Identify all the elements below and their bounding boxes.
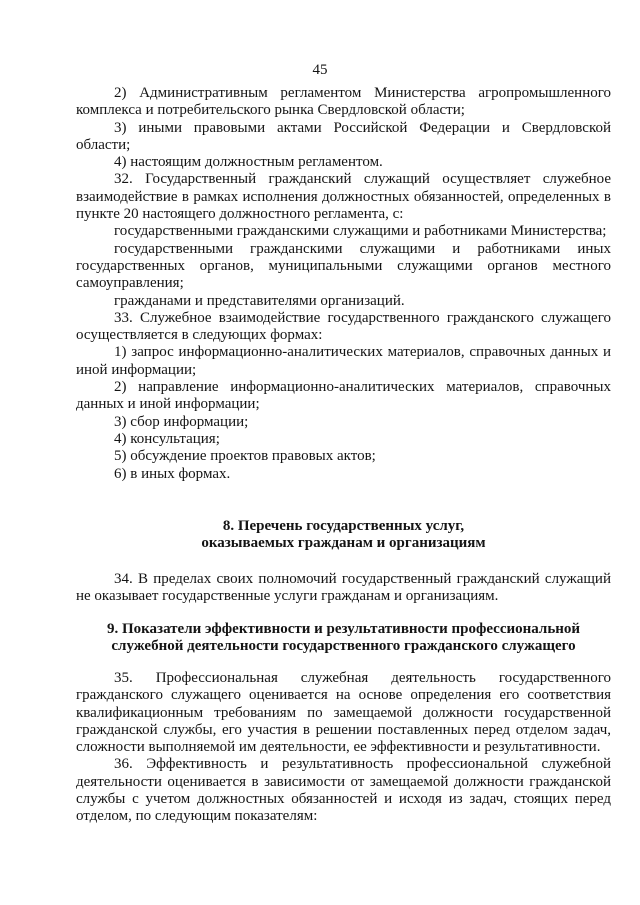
paragraph: 33. Служебное взаимодействие государственного гражданского служащего осуществляется в следующих формах: bbox=[76, 309, 611, 344]
paragraph: 4) настоящим должностным регламентом. bbox=[114, 154, 383, 171]
paragraph: 3) сбор информации; bbox=[114, 413, 249, 430]
regulation-text-block bbox=[76, 85, 611, 483]
section-8-title-line1: 8. Перечень государственных услуг, bbox=[222, 518, 465, 534]
paragraph: государственными гражданскими служащими и работниками Министерства; bbox=[114, 223, 607, 240]
paragraph: 3) иными правовыми актами Российской Федерации и Свердловской области; bbox=[76, 119, 611, 153]
section-8-title-line2: оказываемых гражданам и организациям bbox=[201, 535, 486, 552]
paragraph: гражданами и представителями организаций. bbox=[114, 292, 405, 309]
paragraph: государственными гражданскими служащими и работниками иных государственных органов, муниципальными служащими органов местного самоуправления; bbox=[76, 240, 611, 292]
paragraph: 2) Административным регламентом Министерства агропромышленного комплекса и потребительского рынка Свердловской области; bbox=[76, 85, 611, 119]
paragraph: 2) направление информационно-аналитических материалов, справочных данных и иной информации; bbox=[76, 379, 611, 413]
paragraph: 5) обсуждение проектов правовых актов; bbox=[114, 448, 376, 465]
section-9-heading bbox=[76, 621, 611, 656]
paragraph: 35. Профессиональная служебная деятельность государственного гражданского служащего оценивается на основе определения его соответствия квалификационным требованиям по замещаемой должности государственной гражданской службы, его участия в решении поставленных перед отделом задач, сложности выполняемой им деятельности, ее эффективности и результативности. bbox=[76, 670, 611, 756]
paragraph: 6) в иных формах. bbox=[114, 465, 231, 482]
section-8-body bbox=[76, 571, 611, 606]
paragraph: 4) консультация; bbox=[114, 430, 220, 447]
paragraph: 32. Государственный гражданский служащий осуществляет служебное взаимодействие в рамках исполнения должностных обязанностей, определенных в пункте 20 настоящего должностного регламента, с: bbox=[76, 171, 611, 223]
paragraph: 1) запрос информационно-аналитических материалов, справочных данных и иной информации; bbox=[76, 344, 611, 378]
section-9-body bbox=[76, 670, 611, 826]
paragraph: 34. В пределах своих полномочий государственный гражданский служащий не оказывает государственные услуги гражданам и организациям. bbox=[76, 571, 611, 605]
section-9-title-line2: служебной деятельности государственного гражданского служащего bbox=[111, 638, 576, 655]
paragraph: 36. Эффективность и результативность профессиональной служебной деятельности оценивается в зависимости от замещаемой должности гражданской службы с учетом должностных обязанностей и исходя из задач, стоящих перед отделом, по следующим показателям: bbox=[76, 756, 611, 825]
section-9-title-line1: 9. Показатели эффективности и результативности профессиональной bbox=[106, 621, 581, 637]
page-number: 45 bbox=[312, 62, 328, 78]
section-8-heading bbox=[76, 518, 611, 553]
